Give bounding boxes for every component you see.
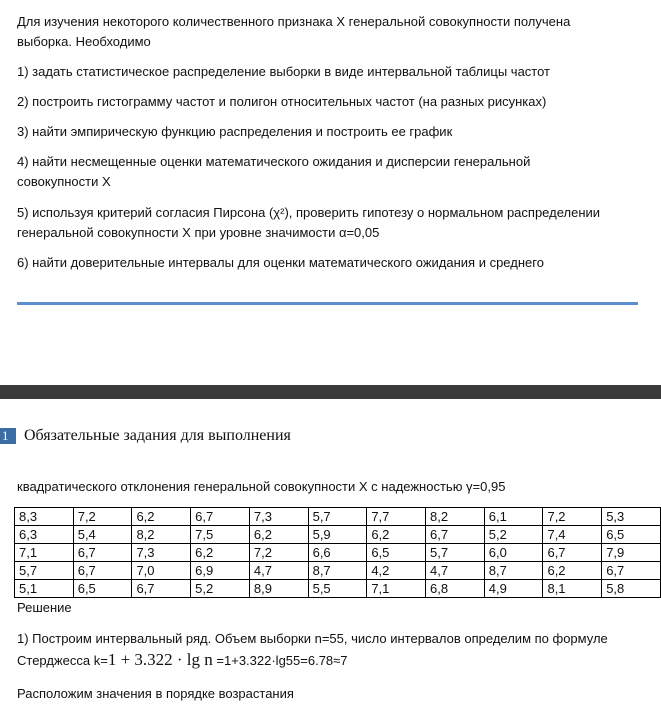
table-cell: 7,2 (73, 508, 132, 526)
table-cell: 6,7 (73, 562, 132, 580)
solution-step-2: Расположим значения в порядке возрастания (17, 686, 294, 701)
table-cell: 6,5 (367, 544, 426, 562)
table-cell: 6,7 (191, 508, 250, 526)
table-row (15, 580, 661, 598)
table-cell: 8,2 (426, 508, 485, 526)
table-cell: 7,3 (132, 544, 191, 562)
table-cell: 6,5 (602, 526, 661, 544)
table-cell: 8,7 (308, 562, 367, 580)
table-cell: 8,9 (249, 580, 308, 598)
table-cell: 7,2 (543, 508, 602, 526)
table-cell: 4,2 (367, 562, 426, 580)
table-cell: 6,7 (602, 562, 661, 580)
table-cell: 7,9 (602, 544, 661, 562)
table-cell: 7,2 (249, 544, 308, 562)
table-cell: 8,7 (484, 562, 543, 580)
page-separator-band (0, 385, 661, 399)
sample-table (14, 507, 661, 598)
table-cell: 6,7 (543, 544, 602, 562)
table-cell: 5,9 (308, 526, 367, 544)
table-cell: 5,7 (308, 508, 367, 526)
intro-line-1: Для изучения некоторого количественного признака X генеральной совокупности получена (17, 14, 571, 29)
table-cell: 4,9 (484, 580, 543, 598)
solution-step-1-formula-line (17, 650, 348, 671)
divider-line (17, 302, 638, 305)
table-cell: 5,4 (73, 526, 132, 544)
task-4-cont: совокупности X (17, 174, 111, 189)
table-row (15, 508, 661, 526)
table-cell: 5,7 (426, 544, 485, 562)
table-cell: 6,2 (367, 526, 426, 544)
table-cell: 4,7 (249, 562, 308, 580)
section-title: Обязательные задания для выполнения (24, 427, 291, 444)
table-cell: 6,2 (543, 562, 602, 580)
sturges-result: =1+3.322·lg55=6.78≈7 (212, 653, 348, 668)
table-cell: 5,2 (191, 580, 250, 598)
table-cell: 6,5 (73, 580, 132, 598)
table-cell: 6,1 (484, 508, 543, 526)
task-1: 1) задать статистическое распределение выборки в виде интервальной таблицы частот (17, 64, 551, 79)
table-cell: 6,0 (484, 544, 543, 562)
table-cell: 6,7 (426, 526, 485, 544)
table-cell: 6,2 (132, 508, 191, 526)
table-cell: 5,7 (15, 562, 74, 580)
table-cell: 5,1 (15, 580, 74, 598)
table-cell: 7,1 (367, 580, 426, 598)
table-cell: 8,3 (15, 508, 74, 526)
table-cell: 6,3 (15, 526, 74, 544)
table-cell: 7,5 (191, 526, 250, 544)
table-cell: 6,7 (132, 580, 191, 598)
solution-label: Решение (17, 600, 72, 615)
table-row (15, 526, 661, 544)
sturges-text: Стерджесса k= (17, 653, 108, 668)
table-cell: 6,8 (426, 580, 485, 598)
task-4: 4) найти несмещенные оценки математического ожидания и дисперсии генеральной (17, 154, 531, 169)
table-cell: 6,6 (308, 544, 367, 562)
table-cell: 6,2 (249, 526, 308, 544)
table-row (15, 562, 661, 580)
table-cell: 5,2 (484, 526, 543, 544)
task-6: 6) найти доверительные интервалы для оценки математического ожидания и среднего (17, 255, 544, 270)
table-row (15, 544, 661, 562)
table-cell: 5,5 (308, 580, 367, 598)
task-5-cont: генеральной совокупности X при уровне значимости α=0,05 (17, 225, 380, 240)
table-cell: 7,0 (132, 562, 191, 580)
task-5: 5) используя критерий согласия Пирсона (χ²), проверить гипотезу о нормальном распределении (17, 205, 601, 220)
solution-step-1: 1) Построим интервальный ряд. Объем выборки n=55, число интервалов определим по формуле (17, 631, 608, 646)
table-cell: 5,3 (602, 508, 661, 526)
table-cell: 4,7 (426, 562, 485, 580)
table-cell: 7,1 (15, 544, 74, 562)
table-cell: 7,7 (367, 508, 426, 526)
section-number: 1 (0, 428, 16, 444)
table-cell: 7,4 (543, 526, 602, 544)
table-cell: 5,8 (602, 580, 661, 598)
table-cell: 6,7 (73, 544, 132, 562)
table-cell: 7,3 (249, 508, 308, 526)
table-cell: 8,1 (543, 580, 602, 598)
sturges-formula: 1 + 3.322 · lg n (107, 650, 213, 669)
task-6-cont: квадратического отклонения генеральной совокупности X с надежностью γ=0,95 (17, 479, 506, 494)
table-cell: 8,2 (132, 526, 191, 544)
table-cell: 6,9 (191, 562, 250, 580)
task-2: 2) построить гистограмму частот и полигон относительных частот (на разных рисунках) (17, 94, 547, 109)
intro-line-2: выборка. Необходимо (17, 34, 151, 49)
task-3: 3) найти эмпирическую функцию распределения и построить ее график (17, 124, 453, 139)
table-cell: 6,2 (191, 544, 250, 562)
